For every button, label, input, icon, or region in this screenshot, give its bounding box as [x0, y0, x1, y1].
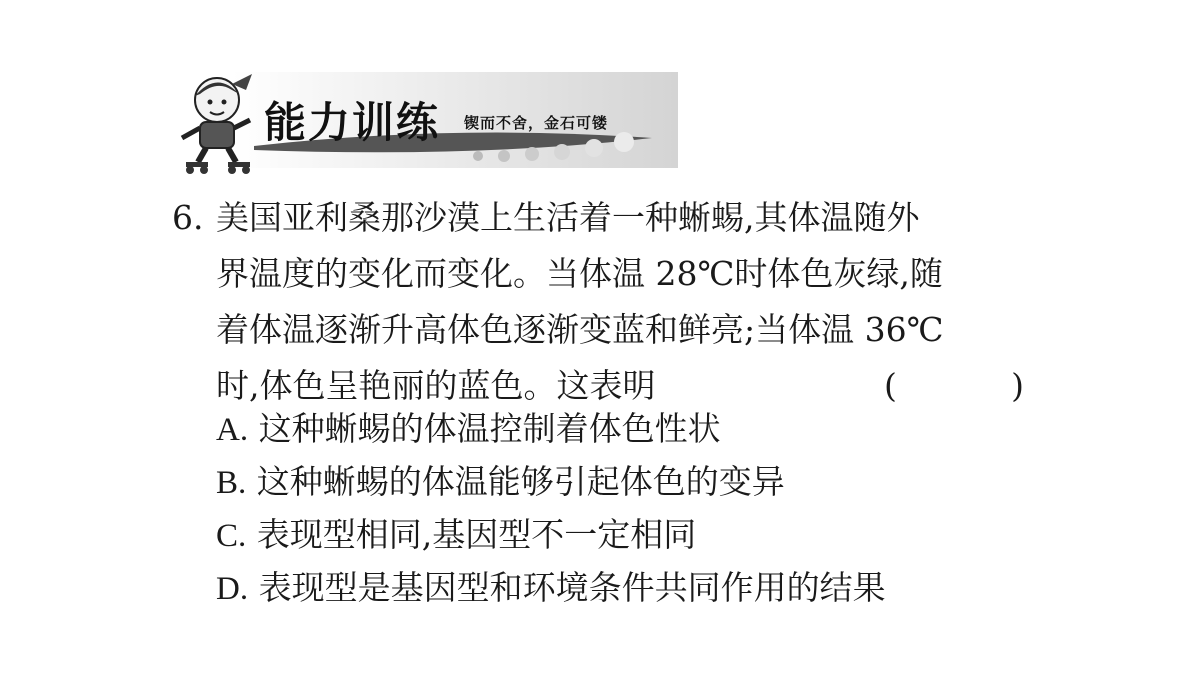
question-line-3 [172, 302, 1042, 358]
option-b [216, 455, 886, 508]
option-letter: D. [216, 571, 249, 607]
question-line-2 [172, 246, 1042, 302]
question-text-line: 美国亚利桑那沙漠上生活着一种蜥蜴,其体温随外 [216, 198, 920, 237]
option-letter: C. [216, 518, 247, 554]
option-text: 这种蜥蜴的体温控制着体色性状 [258, 409, 721, 448]
option-letter: A. [216, 412, 249, 448]
option-d [216, 561, 886, 614]
section-banner [172, 68, 678, 176]
answer-bracket [884, 358, 1024, 414]
question-6 [172, 190, 1042, 414]
banner-title: 能力训练 [264, 98, 441, 147]
banner-motto: 锲而不舍，金石可镂 [464, 114, 609, 132]
option-letter: B. [216, 465, 247, 501]
question-text-line: 着体温逐渐升高体色逐渐变蓝和鲜亮;当体温 36℃ [216, 310, 944, 349]
option-c [216, 508, 886, 561]
answer-options [216, 402, 886, 614]
option-text: 表现型是基因型和环境条件共同作用的结果 [258, 568, 886, 607]
bracket-close: ) [1011, 366, 1024, 405]
question-text-line: 时,体色呈艳丽的蓝色。这表明 [216, 366, 656, 405]
question-number: 6. [172, 198, 204, 237]
option-a [216, 402, 886, 455]
question-text-line: 界温度的变化而变化。当体温 28℃时体色灰绿,随 [216, 254, 943, 293]
bracket-open: ( [884, 366, 897, 405]
option-text: 表现型相同,基因型不一定相同 [256, 515, 697, 554]
option-text: 这种蜥蜴的体温能够引起体色的变异 [256, 462, 785, 501]
question-line-1 [172, 190, 1042, 246]
